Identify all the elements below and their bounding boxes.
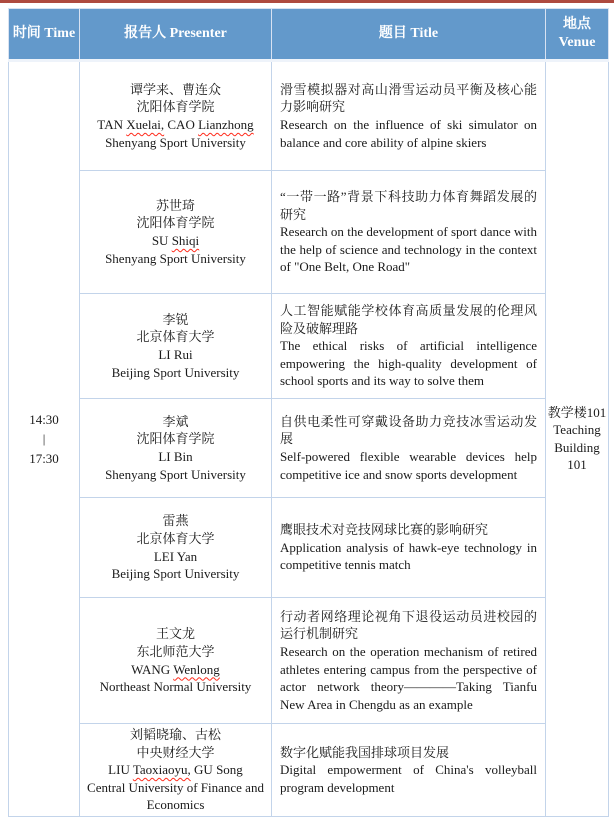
title-cell	[272, 171, 546, 294]
title-english: Research on the influence of ski simulator on balance and core ability of alpine skiers	[280, 117, 537, 150]
title-cell	[272, 399, 546, 498]
misspelled-word: Xuelai,	[126, 117, 165, 132]
presenter-org-en: Central University of Finance and Economics	[87, 779, 264, 813]
top-red-line	[0, 0, 614, 3]
column-header-title: 题目 Title	[272, 9, 546, 61]
presenter-names-en	[85, 232, 266, 250]
presenter-names-cn: 李锐	[162, 311, 189, 327]
presenter-org-cn: 沈阳体育学院	[136, 431, 215, 447]
title-chinese: 滑雪模拟器对高山滑雪运动员平衡及核心能力影响研究	[280, 81, 537, 115]
presenter-org-en: Northeast Normal University	[99, 679, 252, 695]
title-chinese: “一带一路”背景下科技助力体育舞蹈发展的研究	[280, 189, 537, 222]
title-english: Self-powered flexible wearable devices help competitive ice and snow sports development	[280, 449, 537, 482]
schedule-row	[9, 498, 609, 598]
header-row	[9, 9, 609, 61]
presenter-names-cn: 刘韬晓瑜、古松	[129, 727, 221, 742]
time-cell	[9, 61, 80, 817]
presenter-names-en	[85, 548, 266, 566]
presenter-names-cn: 苏世琦	[155, 197, 195, 213]
presenter-names-cn: 李斌	[162, 413, 189, 429]
presenter-org-cn: 东北师范大学	[136, 643, 215, 659]
presenter-names-en	[85, 116, 266, 134]
title-chinese: 人工智能赋能学校体育高质量发展的伦理风险及破解理路	[280, 303, 537, 336]
presenter-cell	[80, 498, 272, 598]
schedule-row	[9, 61, 609, 171]
misspelled-word: Wenlong	[173, 661, 220, 677]
presenter-org-cn: 北京体育大学	[136, 329, 215, 345]
presenter-org-cn: 沈阳体育学院	[136, 99, 215, 115]
schedule-row	[9, 399, 609, 498]
column-header-presenter: 报告人 Presenter	[80, 9, 272, 61]
schedule-row	[9, 598, 609, 724]
presenter-org-cn: 中央财经大学	[136, 744, 215, 760]
title-cell	[272, 724, 546, 817]
misspelled-word: Shiqi	[171, 233, 200, 248]
presenter-cell	[80, 294, 272, 399]
presenter-org-en: Shenyang Sport University	[105, 466, 246, 482]
title-english: Research on the development of sport dance with the help of science and technology in the context of "One Belt, One Road"	[280, 224, 537, 275]
schedule-row	[9, 294, 609, 399]
name-text: CAO	[164, 117, 199, 132]
title-english: Research on the operation mechanism of retired athletes entering campus from the perspective of actor network theory————Taking Tianfu New Area in Chengdu as an example	[280, 643, 537, 712]
name-text: TAN	[97, 117, 127, 132]
column-header-time: 时间 Time	[9, 9, 80, 61]
presenter-names-en	[85, 346, 266, 364]
presenter-cell	[80, 399, 272, 498]
presenter-names-en	[85, 448, 266, 466]
presenter-cell	[80, 171, 272, 294]
presenter-cell	[80, 724, 272, 817]
presenter-org-en: Beijing Sport University	[111, 566, 240, 582]
title-cell	[272, 598, 546, 724]
presenter-names-cn: 雷燕	[162, 513, 189, 529]
schedule-table-body	[9, 61, 609, 817]
title-cell	[272, 61, 546, 171]
title-english: Digital empowerment of China's volleyball program development	[280, 762, 537, 795]
column-header-venue: 地点 Venue	[546, 9, 609, 61]
presenter-cell	[80, 61, 272, 171]
title-english: The ethical risks of artificial intelligence empowering the high-quality development of school sports and its way to solve them	[280, 338, 537, 389]
presenter-names-cn: 谭学来、曹连众	[129, 81, 221, 97]
name-text: WANG	[131, 661, 174, 677]
schedule-row	[9, 724, 609, 817]
table-header	[9, 9, 609, 61]
conference-schedule-table	[8, 8, 609, 817]
time-end: 17:30	[29, 450, 59, 466]
schedule-row	[9, 171, 609, 294]
name-text: LEI Yan	[153, 548, 198, 564]
misspelled-word: Taoxiaoyu,	[132, 762, 191, 778]
name-text: LI Bin	[158, 449, 193, 464]
time-separator: |	[42, 431, 46, 447]
title-chinese: 鹰眼技术对竞技网球比赛的影响研究	[280, 522, 489, 538]
title-chinese: 数字化赋能我国排球项目发展	[280, 744, 450, 760]
name-text: GU Song	[190, 762, 243, 778]
venue-cell: 教学楼101 Teaching Building 101	[546, 61, 609, 817]
presenter-org-en: Beijing Sport University	[111, 364, 240, 380]
presenter-cell	[80, 598, 272, 724]
presenter-org-en: Shenyang Sport University	[105, 134, 246, 150]
presenter-names-cn: 王文龙	[155, 626, 195, 642]
name-text: LIU	[108, 762, 133, 778]
presenter-org-en: Shenyang Sport University	[105, 250, 246, 266]
presenter-org-cn: 北京体育大学	[136, 530, 215, 546]
title-english: Application analysis of hawk-eye technology in competitive tennis match	[280, 539, 537, 573]
time-start: 14:30	[29, 411, 59, 427]
title-cell	[272, 498, 546, 598]
misspelled-word: Lianzhong	[198, 117, 254, 132]
title-chinese: 行动者网络理论视角下退役运动员进校园的运行机制研究	[280, 608, 537, 642]
name-text: SU	[151, 233, 172, 248]
presenter-names-en	[85, 761, 266, 779]
title-cell	[272, 294, 546, 399]
name-text: LI Rui	[158, 347, 193, 362]
title-chinese: 自供电柔性可穿戴设备助力竞技冰雪运动发展	[280, 413, 537, 447]
presenter-names-en	[85, 661, 266, 679]
presenter-org-cn: 沈阳体育学院	[136, 215, 215, 231]
